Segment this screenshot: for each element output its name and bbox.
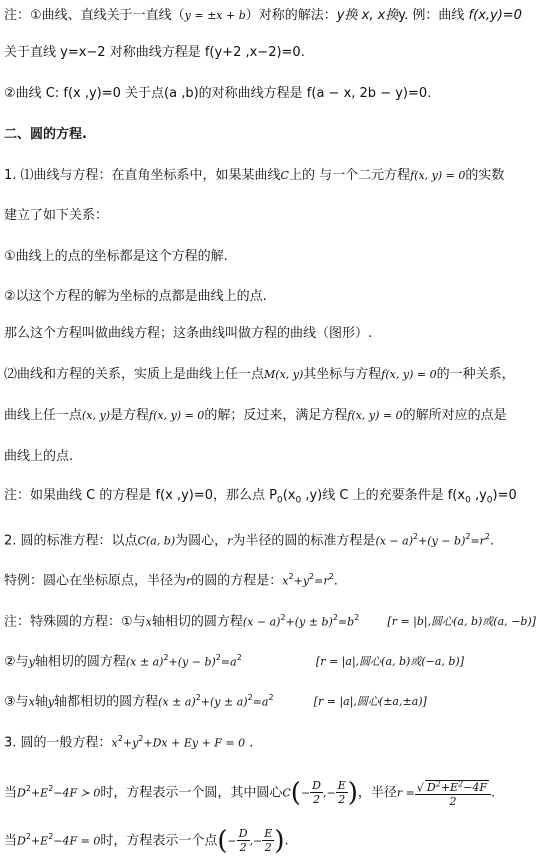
- text: ②与: [4, 654, 29, 670]
- both-axes-tangent-circle-line: [4, 688, 427, 712]
- text: 轴相切的圆方程: [151, 614, 243, 630]
- formula: x: [111, 736, 118, 750]
- formula: C(a, b): [137, 534, 176, 548]
- formula: r: [227, 534, 233, 548]
- relation-intro-line: 建立了如下关系：: [4, 208, 109, 223]
- exponent: 2: [117, 734, 123, 743]
- necessary-condition-line: [4, 486, 517, 511]
- subscript: 0: [486, 495, 493, 506]
- formula: M(x, y): [264, 368, 304, 381]
- formula: +Dx + Ey + F = 0: [143, 736, 246, 750]
- formula: f(x, y) = 0: [347, 409, 403, 422]
- text: 时，方程表示一个点: [100, 833, 218, 849]
- exponent: 2: [465, 532, 471, 541]
- text: 轴都相切的圆方程: [54, 694, 159, 710]
- curve-point-line: [4, 406, 507, 426]
- circle-condition-line: 当$D^2+E^2-4F$ ≻ 0时，方程表示一个圆，其中圆心C(− $\frac{D}{2}$ ,− $\frac{E}{2}$ )，半径r = $\frac{√ D^2+E^2-4F}{2}$ .: [4, 777, 496, 809]
- text: 时，方程表示一个圆，其中圆心: [100, 785, 283, 801]
- exponent: 2: [354, 613, 360, 622]
- text: 当: [4, 833, 18, 849]
- text: 为半径的圆的标准方程是: [232, 533, 376, 549]
- formula: +(y − b): [168, 655, 216, 669]
- text: ⑵曲线和方程的关系，实质上是曲线上任一点: [4, 367, 265, 382]
- formula: f(x, y) = 0: [381, 368, 437, 381]
- symmetry-example-line: 关于直线 y=x−2 对称曲线方程是 f(y+2 ,x−2)=0.: [4, 45, 305, 60]
- formula: =b: [337, 615, 355, 629]
- text: (x: [282, 488, 296, 503]
- formula: +E: [30, 834, 49, 848]
- text: 为圆心，: [175, 533, 228, 549]
- exponent: 2: [288, 572, 294, 581]
- formula: C: [282, 786, 291, 800]
- exponent: 2: [268, 693, 274, 702]
- text: 注：①曲线、直线关于一直线（: [4, 8, 185, 23]
- formula: y = ±x + b: [184, 9, 246, 22]
- y-tangent-circle-line: [4, 648, 464, 672]
- text: 是方程: [110, 408, 150, 423]
- standard-equation-line: [4, 527, 494, 551]
- formula: −4F ≻ 0: [53, 786, 101, 800]
- exponent: 2: [163, 653, 169, 662]
- formula: x: [145, 615, 152, 629]
- formula: +E: [30, 786, 49, 800]
- subscript: 0: [276, 495, 283, 506]
- text: 注：如果曲线 C 的方程是 f(x ,y)=0，那么点 P: [4, 488, 277, 503]
- formula: D: [17, 786, 26, 800]
- fraction: $\frac{D}{2}$: [312, 779, 321, 807]
- exponent: 2: [247, 693, 253, 702]
- fraction: $\frac{E}{2}$: [264, 827, 273, 855]
- formula: r: [186, 574, 192, 588]
- formula: f(x, y) = 0: [410, 169, 466, 182]
- formula: f(x,y)=0: [468, 8, 522, 23]
- formula: =r: [314, 574, 329, 588]
- formula: [r = |b|,圆心(a, b)或(a, −b)]: [387, 615, 536, 629]
- text: 其坐标与方程: [303, 367, 382, 382]
- text: .: [249, 735, 254, 751]
- formula: (x ± a): [158, 695, 196, 709]
- exponent: 2: [215, 653, 221, 662]
- text: 特例：圆心在坐标原点，半径为: [4, 573, 187, 589]
- formula: D: [17, 834, 26, 848]
- text: .: [491, 785, 496, 801]
- text: x换: [377, 8, 399, 23]
- text: 上的 与一个二元方程: [288, 168, 411, 183]
- text: 曲线上任一点: [4, 408, 83, 423]
- exponent: 2: [280, 613, 286, 622]
- text: .: [284, 833, 289, 849]
- exponent: 2: [25, 832, 31, 841]
- point-condition-line: 当$D^2+E^2-4F = 0$时，方程表示一个点(− $\frac{D}{2}$ ,− $\frac{E}{2}$ ).: [4, 825, 289, 856]
- text: 轴相切的圆方程: [34, 654, 126, 670]
- text: 的圆的方程是：: [191, 573, 283, 589]
- fraction: $\frac{E}{2}$: [337, 779, 346, 807]
- exponent: 2: [195, 693, 201, 702]
- exponent: 2: [25, 784, 31, 793]
- text: ③与: [4, 694, 29, 710]
- formula: [r = |a|,圆心(a, b)或(−a, b)]: [315, 655, 465, 669]
- formula: (x ± a): [125, 655, 164, 669]
- fraction: $\frac{D}{2}$: [238, 827, 248, 855]
- formula: y: [47, 695, 55, 709]
- text: 注：特殊圆的方程：①与: [4, 614, 146, 630]
- text: 1. ⑴曲线与方程：在直角坐标系中，如果某曲线: [4, 168, 281, 183]
- text: .: [333, 573, 338, 589]
- formula: =r: [470, 534, 485, 548]
- text: 的解；反过来，满足方程: [204, 408, 348, 423]
- text: )=0: [492, 488, 517, 503]
- exponent: 2: [332, 613, 338, 622]
- condition-two-line: ②以这个方程的解为坐标的点都是曲线上的点.: [4, 289, 267, 304]
- formula: −4F = 0: [53, 834, 101, 848]
- fraction: $\frac{√ D^2+E^2-4F}{2}$: [415, 778, 491, 809]
- formula: r =: [396, 786, 415, 800]
- formula: [r = |a|,圆心(±a,±a)]: [313, 695, 427, 709]
- formula: +y: [293, 574, 310, 588]
- text: y换: [336, 8, 358, 23]
- text: 的一种关系，: [436, 367, 515, 382]
- text: 轴: [34, 694, 48, 710]
- point-symmetry-line: ②曲线 C: f(x ,y)=0 关于点(a ,b)的对称曲线方程是 f(a − x, 2b − y)=0.: [4, 86, 432, 101]
- note-symmetry-line: [4, 6, 522, 26]
- curve-point-end-line: 曲线上的点.: [4, 449, 74, 464]
- exponent: 2: [484, 532, 491, 541]
- text: 当: [4, 785, 18, 801]
- text: 的实数: [465, 168, 505, 183]
- curve-equation-line: [4, 166, 504, 186]
- formula: (x, y): [82, 409, 111, 422]
- curve-relation-line: [4, 365, 515, 385]
- origin-circle-line: [4, 567, 338, 591]
- general-equation-line: [4, 729, 253, 753]
- formula: x: [282, 574, 289, 588]
- text: x,: [361, 8, 378, 23]
- exponent: 2: [138, 734, 144, 743]
- formula: y: [28, 655, 35, 669]
- text: ，半径: [357, 785, 397, 801]
- subscript: 0: [465, 495, 471, 506]
- formula: +(y ± b): [285, 615, 333, 629]
- formula: (x − a): [375, 534, 413, 548]
- formula: =a: [252, 695, 269, 709]
- text: 3. 圆的一般方程：: [4, 735, 112, 751]
- text: y. 例：曲线: [398, 8, 469, 23]
- formula: (x − a): [242, 615, 281, 629]
- formula: x: [28, 695, 35, 709]
- x-tangent-circle-line: [4, 608, 536, 632]
- formula: +(y − b): [418, 534, 466, 548]
- formula: +(y ± a): [200, 695, 248, 709]
- condition-one-line: ①曲线上的点的坐标都是这个方程的解.: [4, 249, 228, 264]
- text: 的解所对应的点是: [402, 408, 507, 423]
- exponent: 2: [48, 784, 54, 793]
- formula: +y: [122, 736, 139, 750]
- text: ,y: [470, 488, 487, 503]
- definition-line: 那么这个方程叫做曲线方程；这条曲线叫做方程的曲线（图形）.: [4, 326, 373, 341]
- text: 2. 圆的标准方程：以点: [4, 533, 138, 549]
- formula: =a: [220, 655, 237, 669]
- section-heading: 二、圆的方程.: [4, 127, 87, 142]
- exponent: 2: [309, 572, 315, 581]
- subscript: 0: [295, 495, 302, 506]
- exponent: 2: [328, 572, 334, 581]
- exponent: 2: [236, 653, 242, 662]
- exponent: 2: [48, 832, 54, 841]
- formula: C: [280, 169, 289, 182]
- text: ,y)线 C 上的充要条件是 f(x: [301, 488, 466, 503]
- text: .: [490, 533, 495, 549]
- exponent: 2: [413, 532, 419, 541]
- formula: f(x, y) = 0: [149, 409, 205, 422]
- text: ）对称的解法：: [245, 8, 337, 23]
